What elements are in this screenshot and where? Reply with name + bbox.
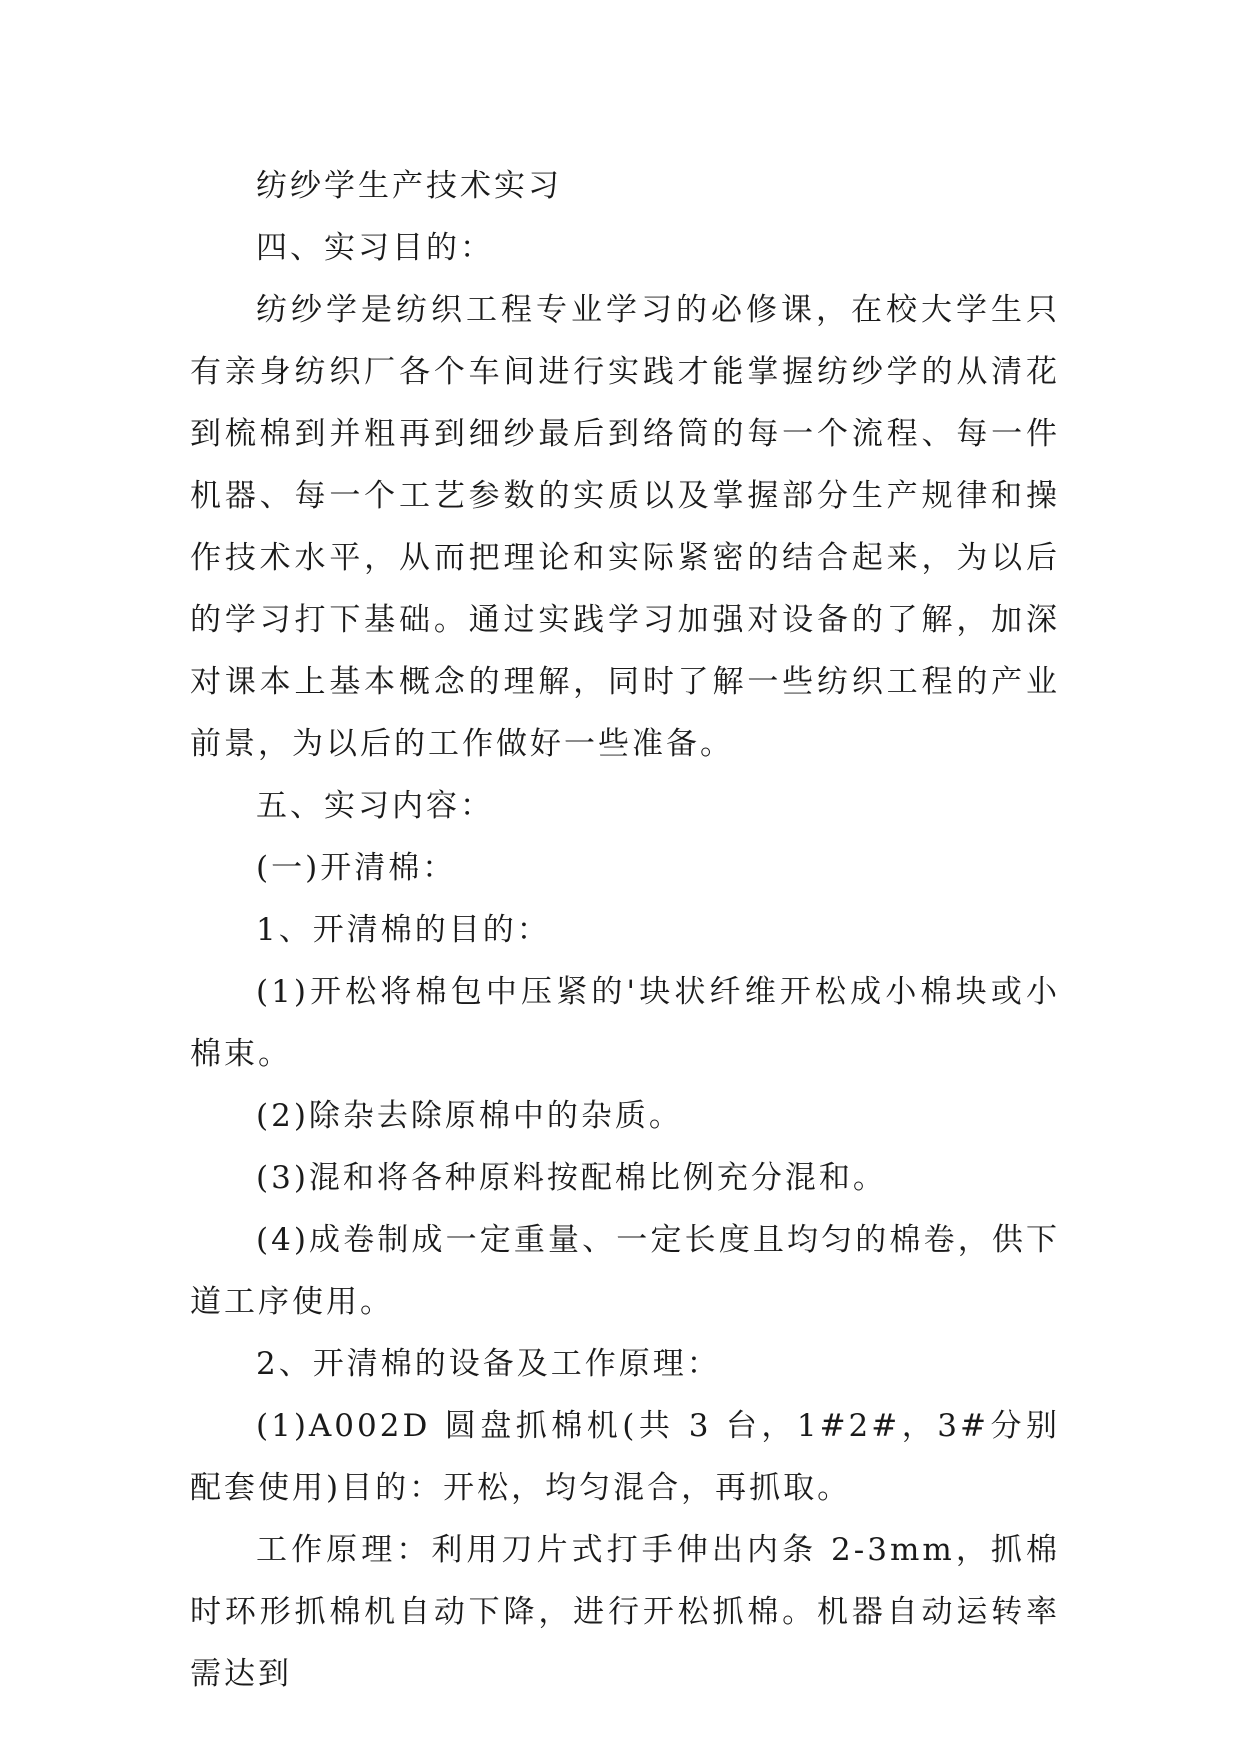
list-item-cleaning: (2)除杂去除原棉中的杂质。 [256, 1098, 683, 1134]
list-item-lapping: (4)成卷制成一定重量、一定长度且均匀的棉卷，供下道工序使用。 [190, 1222, 1060, 1320]
subsection-heading-opening-cleaning: (一)开清棉： [256, 850, 457, 886]
list-item-opening: (1)开松将棉包中压紧的'块状纤维开松成小棉块或小棉束。 [190, 974, 1060, 1072]
document-body [190, 155, 1060, 1705]
item-heading-purpose: 1、开清棉的目的： [256, 912, 551, 948]
paragraph-working-principle: 工作原理：利用刀片式打手伸出内条 2-3mm，抓棉时环形抓棉机自动下降，进行开松抓棉。机器自动运转率需达到 [190, 1532, 1060, 1692]
item-heading-equipment: 2、开清棉的设备及工作原理： [256, 1346, 721, 1382]
list-item-bale-plucker: (1)A002D 圆盘抓棉机(共 3 台，1#2#，3#分别配套使用)目的：开松，均匀混合，再抓取。 [190, 1408, 1060, 1506]
section-heading-objective: 四、实习目的： [256, 230, 494, 266]
section-heading-content: 五、实习内容： [256, 788, 494, 824]
document-title: 纺纱学生产技术实习 [256, 168, 562, 204]
paragraph-objective: 纺纱学是纺织工程专业学习的必修课，在校大学生只有亲身纺织厂各个车间进行实践才能掌握纺纱学的从清花到梳棉到并粗再到细纱最后到络筒的每一个流程、每一件机器、每一个工艺参数的实质以及掌握部分生产规律和操作技术水平，从而把理论和实际紧密的结合起来，为以后的学习打下基础。通过实践学习加强对设备的了解，加深对课本上基本概念的理解，同时了解一些纺织工程的产业前景，为以后的工作做好一些准备。 [190, 292, 1060, 762]
list-item-mixing: (3)混和将各种原料按配棉比例充分混和。 [256, 1160, 887, 1196]
